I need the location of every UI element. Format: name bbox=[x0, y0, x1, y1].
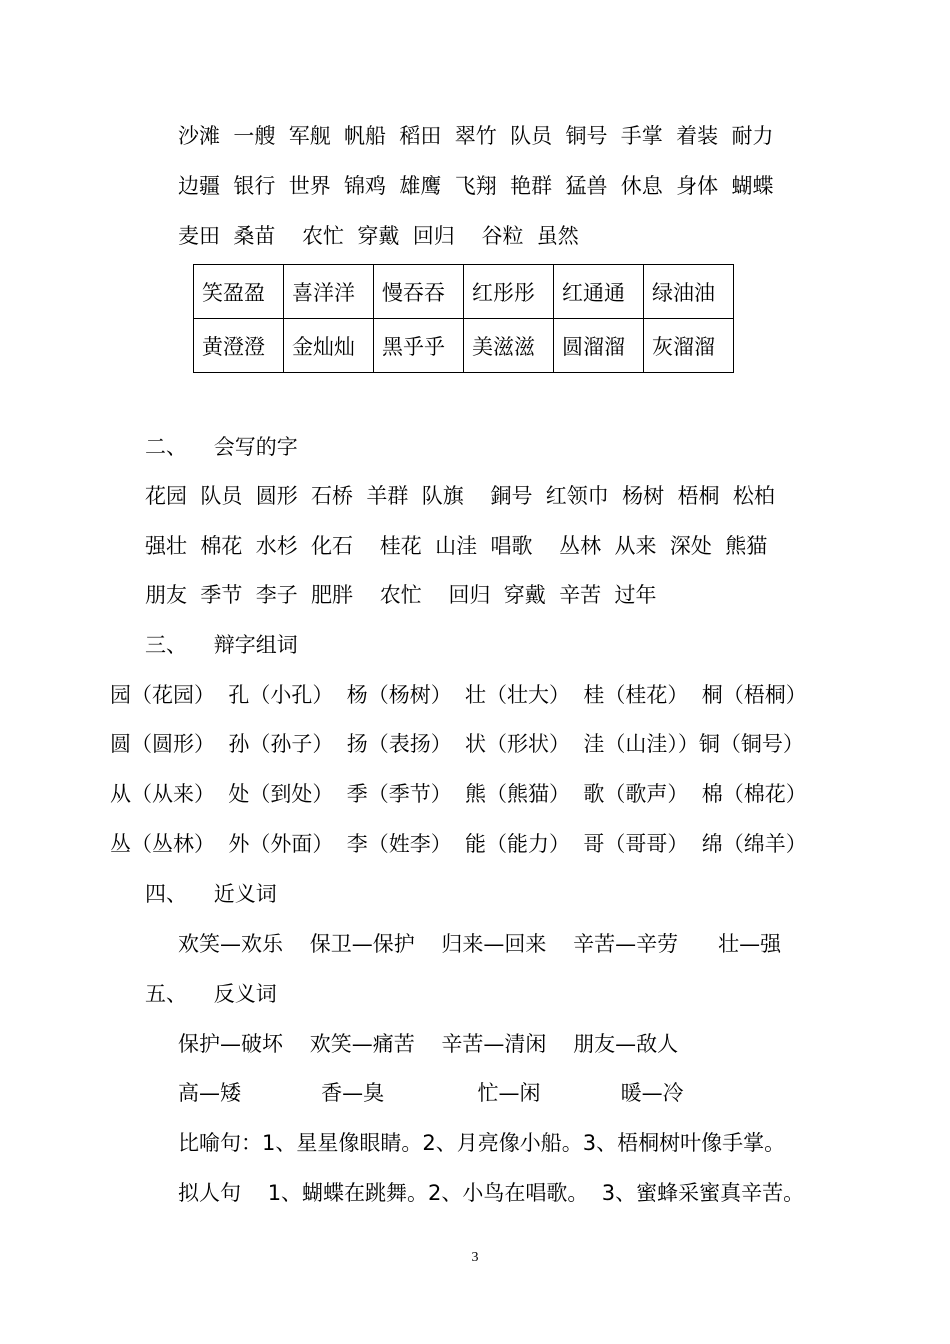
table-cell: 红彤彤 bbox=[464, 265, 554, 319]
section3-line-2: 圆（圆形） 孙（孙子） 扬（表扬） 状（形状） 洼（山洼））铜（铜号） bbox=[110, 732, 804, 756]
section3-line-1: 园（花园） 孔（小孔） 杨（杨树） 壮（壮大） 桂（桂花） 桐（梧桐） bbox=[110, 683, 807, 707]
table-cell: 美滋滋 bbox=[464, 319, 554, 373]
section3-heading: 三、 辩字组词 bbox=[145, 633, 298, 657]
section4-heading: 四、 近义词 bbox=[145, 882, 277, 906]
section2-line-2: 强壮 棉花 水杉 化石 桂花 山洼 唱歌 丛林 从来 深处 熊猫 bbox=[145, 534, 768, 558]
table-cell: 圆溜溜 bbox=[554, 319, 644, 373]
words-line-1: 沙滩 一艘 军舰 帆船 稻田 翠竹 队员 铜号 手掌 着装 耐力 bbox=[178, 124, 774, 148]
section5-line-1: 保护—破坏 欢笑—痛苦 辛苦—清闲 朋友—敌人 bbox=[178, 1032, 679, 1056]
personification-line: 拟人句 1、蝴蝶在跳舞。2、小鸟在唱歌。 3、蜜蜂采蜜真辛苦。 bbox=[178, 1181, 805, 1205]
section2-heading: 二、 会写的字 bbox=[145, 435, 298, 459]
section4-line: 欢笑—欢乐 保卫—保护 归来—回来 辛苦—辛劳 壮—强 bbox=[178, 932, 782, 956]
words-line-2: 边疆 银行 世界 锦鸡 雄鹰 飞翔 艳群 猛兽 休息 身体 蝴蝶 bbox=[178, 174, 774, 198]
simile-line: 比喻句：1、星星像眼睛。2、月亮像小船。3、梧桐树叶像手掌。 bbox=[178, 1131, 786, 1155]
table-row bbox=[194, 265, 734, 319]
table-cell: 喜洋洋 bbox=[284, 265, 374, 319]
table-cell: 灰溜溜 bbox=[644, 319, 734, 373]
table-row bbox=[194, 319, 734, 373]
section5-line-2: 高—矮 香—臭 忙—闲 暖—冷 bbox=[178, 1081, 684, 1105]
reduplicated-words-table bbox=[193, 264, 734, 373]
table-cell: 金灿灿 bbox=[284, 319, 374, 373]
table-cell: 绿油油 bbox=[644, 265, 734, 319]
words-line-3: 麦田 桑苗 农忙 穿戴 回归 谷粒 虽然 bbox=[178, 224, 579, 248]
table-cell: 黑乎乎 bbox=[374, 319, 464, 373]
section2-line-1: 花园 队员 圆形 石桥 羊群 队旗 銅号 红领巾 杨树 梧桐 松柏 bbox=[145, 484, 775, 508]
table-cell: 慢吞吞 bbox=[374, 265, 464, 319]
section2-line-3: 朋友 季节 李子 肥胖 农忙 回归 穿戴 辛苦 过年 bbox=[145, 583, 657, 607]
section3-line-3: 从（从来） 处（到处） 季（季节） 熊（熊猫） 歌（歌声） 棉（棉花） bbox=[110, 782, 807, 806]
table-cell: 红通通 bbox=[554, 265, 644, 319]
table-cell: 笑盈盈 bbox=[194, 265, 284, 319]
page-number: 3 bbox=[471, 1250, 479, 1265]
table-cell: 黄澄澄 bbox=[194, 319, 284, 373]
section3-line-4: 丛（丛林） 外（外面） 李（姓李） 能（能力） 哥（哥哥） 绵（绵羊） bbox=[110, 832, 807, 856]
section5-heading: 五、 反义词 bbox=[145, 982, 277, 1006]
